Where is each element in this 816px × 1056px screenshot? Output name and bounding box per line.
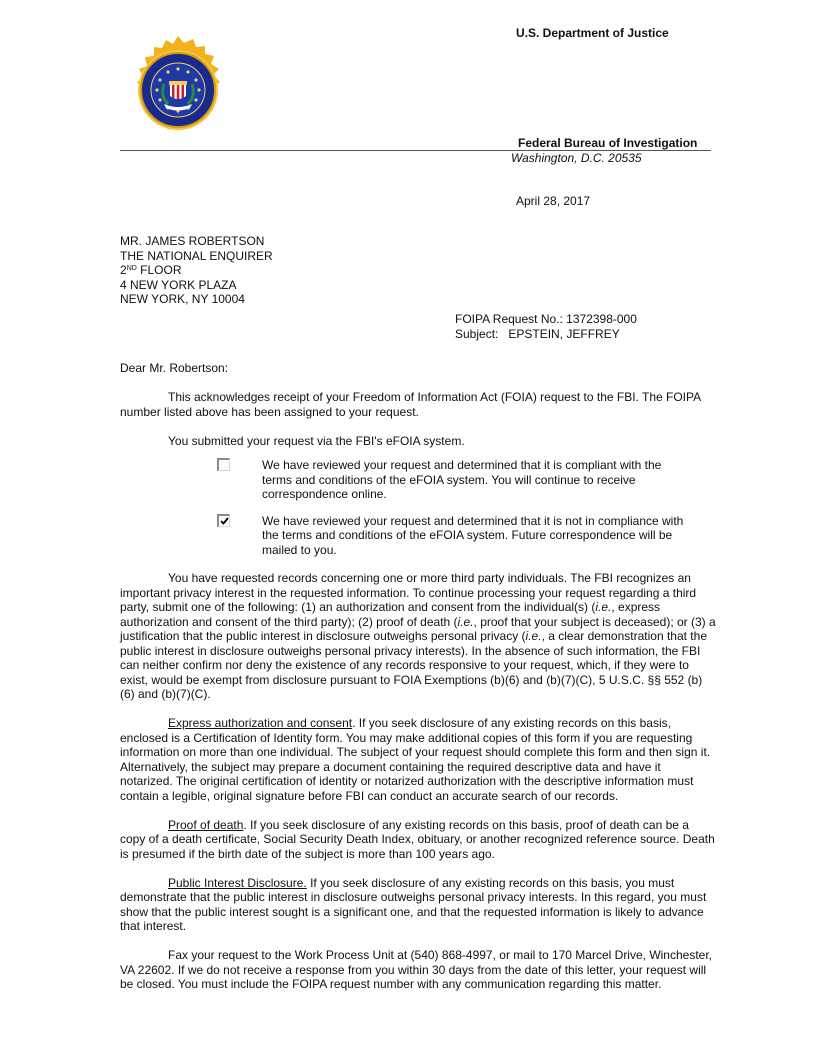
- recipient-name: MR. JAMES ROBERTSON: [120, 234, 265, 248]
- ie-abbr: i.e.: [525, 629, 542, 643]
- option-not-compliant: [120, 514, 716, 558]
- fax-paragraph: Fax your request to the Work Process Unit at (540) 868-4997, or mail to 170 Marcel Drive, Winchester, VA 22602. If we do not receive a response from you within 30 days from the date of this letter, your request will be closed. You must include the FOIPA request number with any communication regarding this matter.: [120, 948, 713, 991]
- checkbox-compliant[interactable]: [217, 458, 230, 471]
- checkbox-not-compliant[interactable]: [217, 514, 230, 527]
- third-party-text-2: , express authorization and consent of the third party); (2) proof of death (: [120, 600, 661, 629]
- option-not-compliant-text: We have reviewed your request and determined that it is not in compliance with the terms and conditions of the eFOIA system. Future correspondence will be mailed to you.: [262, 513, 684, 557]
- public-interest-paragraph: [120, 876, 716, 934]
- express-consent-body: . If you seek disclosure of any existing records on this basis, enclosed is a Certification of Identity form. You may make additional copies of this form if you are requesting information on more than one individual. The subject of your request should complete this form and then sign it. Alternatively, the subject may prepare a document containing the required descriptive data and have it notarized. The original certification of identity or notarized authorization with the descriptive information must contain a legible, original signature before FBI can conduct an accurate search of our records.: [120, 716, 711, 803]
- reference-block: [455, 312, 637, 341]
- public-interest-body: If you seek disclosure of any existing records on this basis, you must demonstrate that the public interest in disclosure outweighs personal privacy interests. In this regard, you must show that the public interest sought is a significant one, and that the requested information is likely to advance that interest.: [120, 875, 707, 933]
- recipient-organization: THE NATIONAL ENQUIRER: [120, 248, 273, 263]
- third-party-text-3: , proof that your subject is deceased); or (3) a justification that the public interest in disclosure outweighs personal privacy (: [120, 614, 716, 643]
- request-label: FOIPA Request No.:: [455, 312, 567, 326]
- recipient-floor: [120, 263, 273, 278]
- floor-word: FLOOR: [136, 263, 182, 277]
- letter-body: [120, 361, 716, 1006]
- ie-abbr: i.e.: [457, 614, 474, 629]
- efoia-paragraph: You submitted your request via the FBI's eFOIA system.: [168, 433, 465, 448]
- request-number: 1372398-000: [566, 312, 637, 326]
- floor-number: 2: [120, 263, 127, 277]
- checkmark-icon: [220, 517, 229, 525]
- recipient-city: NEW YORK, NY 10004: [120, 292, 245, 306]
- bureau-address: Washington, D.C. 20535: [511, 151, 642, 165]
- third-party-text-1: You have requested records concerning one or more third party individuals. The FBI recognizes an important privacy interest in the requested information. To continue processing your request regarding a third party, submit one of the following: (1) an authorization and consent from the individual(s) (: [120, 571, 697, 614]
- public-interest-heading: Public Interest Disclosure.: [168, 875, 307, 890]
- recipient-street: 4 NEW YORK PLAZA: [120, 277, 237, 292]
- option-compliant: [120, 458, 716, 502]
- department-heading: U.S. Department of Justice: [516, 26, 669, 40]
- subject-label: Subject:: [455, 326, 509, 341]
- subject-value: EPSTEIN, JEFFREY: [508, 326, 620, 341]
- letter-date: April 28, 2017: [516, 194, 591, 208]
- proof-of-death-heading: Proof of death: [168, 817, 244, 832]
- recipient-address: [120, 234, 273, 307]
- ie-abbr: i.e.: [595, 600, 612, 614]
- salutation: Dear Mr. Robertson:: [120, 361, 229, 375]
- proof-of-death-body: . If you seek disclosure of any existing records on this basis, proof of death can be a copy of a death certificate, Social Security Death Index, obituary, or another recognized reference source. Death is presumed if the birth date of the subject is more than 100 years ago.: [120, 817, 715, 861]
- third-party-paragraph: [120, 571, 716, 702]
- proof-of-death-paragraph: [120, 818, 716, 862]
- option-compliant-text: We have reviewed your request and determined that it is compliant with the terms and conditions of the eFOIA system. You will continue to receive correspondence online.: [262, 458, 662, 501]
- fbi-seal-icon: [120, 36, 236, 144]
- floor-suffix: ND: [126, 265, 137, 272]
- request-number-line: [455, 312, 637, 327]
- subject-line: [455, 327, 637, 342]
- bureau-heading: Federal Bureau of Investigation: [518, 136, 698, 150]
- express-consent-heading: Express authorization and consent: [168, 716, 353, 730]
- third-party-text-4: , a clear demonstration that the public interest in disclosure outweighs personal privacy interests). In the absence of such information, the FBI can neither confirm nor deny the existence of any records responsive to your request, which, if they were to exist, would be exempt from disclosure pursuant to FOIA Exemptions (b)(6) and (b)(7)(C), 5 U.S.C. §§ 552 (b)(6) and (b)(7)(C).: [120, 629, 707, 701]
- express-consent-paragraph: [120, 716, 716, 803]
- acknowledgement-paragraph: This acknowledges receipt of your Freedom of Information Act (FOIA) request to the FBI. The FOIPA number listed above has been assigned to your request.: [120, 390, 701, 419]
